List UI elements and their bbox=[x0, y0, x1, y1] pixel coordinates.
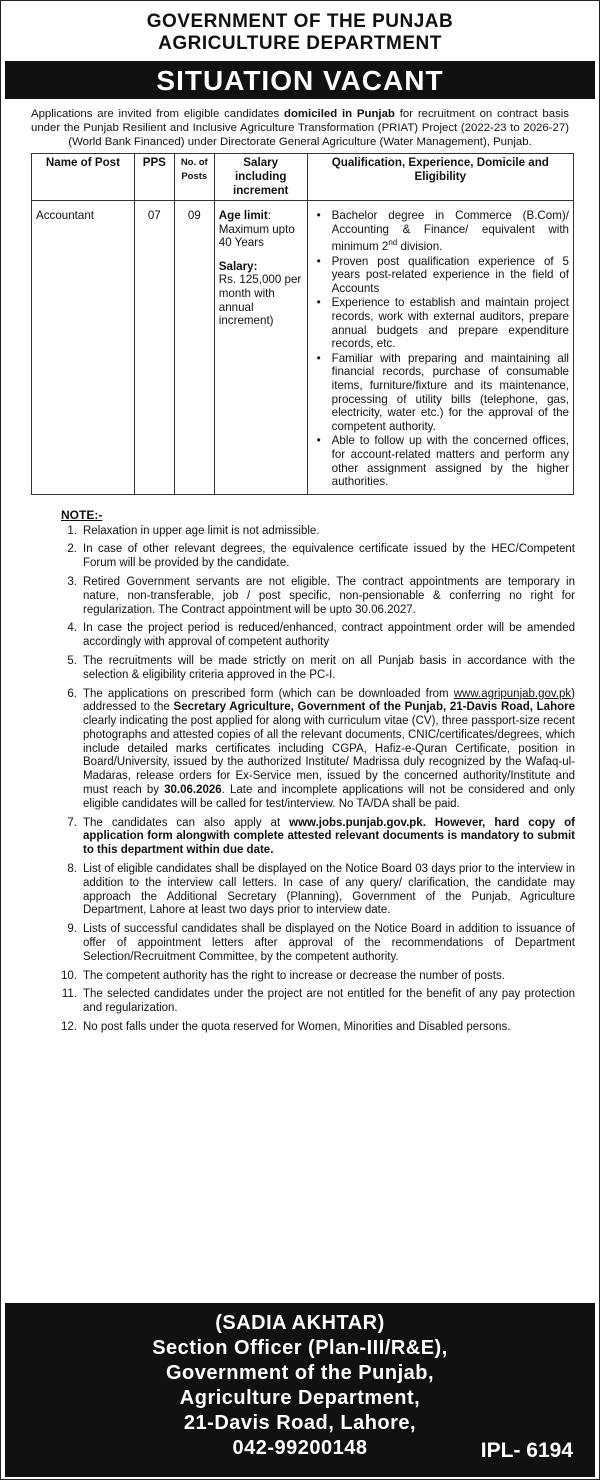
qualification-list bbox=[312, 209, 569, 489]
note-item: 10. The competent authority has the right to increase or decrease the number of posts. bbox=[61, 969, 505, 982]
notes-section bbox=[1, 495, 599, 1035]
ipl-number: IPL- 6194 bbox=[480, 1439, 573, 1462]
intro-domicile: domiciled in Punjab bbox=[284, 108, 395, 120]
salary-cell bbox=[214, 201, 307, 495]
post-name: Accountant bbox=[32, 201, 135, 495]
jobs-punjab-link[interactable]: www.jobs.punjab.gov.pk bbox=[289, 816, 423, 829]
table-header-row bbox=[32, 154, 574, 201]
intro-text-2: for recruitment on contract basis under the Punjab Resilient and Inclusive Agriculture Transformation (PRIAT) Project (2022-23 to 2026-27) (World Bank Financed) under Directorate General Agriculture (Water Management), Punjab. bbox=[31, 108, 569, 148]
note-item: 1. Relaxation in upper age limit is not admissible. bbox=[67, 524, 320, 537]
age-limit: Age limit: bbox=[218, 209, 271, 222]
list-item: • Proven post qualification experience of 5 years post-related experience in the field of Accounts bbox=[332, 255, 569, 296]
age-limit-value: Maximum upto 40 Years bbox=[218, 222, 295, 250]
officer-designation: Section Officer (Plan-III/R&E), bbox=[152, 1337, 448, 1359]
notes-title: NOTE:- bbox=[61, 507, 103, 522]
col-pps: PPS bbox=[134, 154, 174, 201]
list-item: • Bachelor degree in Commerce (B.Com)/ Accounting & Finance/ equivalent with minimum 2nd division. bbox=[332, 209, 569, 254]
officer-name: (SADIA AKHTAR) bbox=[215, 1312, 385, 1334]
note-item: 9. Lists of successful candidates shall be displayed on the Notice Board in addition to issuance of offer of appointment letters after approval of the recommendations of Department Selection/Recruitment Committee, by the competent authority. bbox=[67, 923, 575, 963]
posts-table bbox=[31, 153, 574, 495]
officer-address: 21-Davis Road, Lahore, bbox=[183, 1412, 417, 1434]
header bbox=[1, 1, 599, 55]
col-salary: Salary including increment bbox=[214, 154, 307, 201]
signature-footer bbox=[5, 1303, 595, 1477]
officer-phone: 042-99200148 bbox=[232, 1437, 368, 1459]
table-row bbox=[32, 201, 574, 495]
note-item: 5. The recruitments will be made strictly on merit on all Punjab basis in accordance with the selection & eligibility criteria approved in the PC-I. bbox=[67, 654, 575, 681]
header-government: GOVERNMENT OF THE PUNJAB bbox=[146, 11, 454, 32]
intro-text-1: Applications are invited from eligible candidates bbox=[31, 108, 285, 120]
age-limit-label: Age limit bbox=[218, 209, 268, 222]
header-department: AGRICULTURE DEPARTMENT bbox=[158, 33, 442, 54]
list-item: • Experience to establish and maintain project records, work with external auditors, prepare annual budgets and prepare expenditure records, etc. bbox=[332, 296, 569, 350]
situation-vacant-banner: SITUATION VACANT bbox=[5, 61, 595, 99]
post-pps: 07 bbox=[134, 201, 174, 495]
note-item: 7. The candidates can also apply at www.jobs.punjab.gov.pk. However, hard copy of application form alongwith complete attested relevant documents is mandatory to submit to this department within due date. bbox=[67, 816, 575, 857]
note-item: 11. The selected candidates under the project are not entitled for the benefit of any pay protection and regularization. bbox=[61, 988, 575, 1015]
list-item: • Able to follow up with the concerned offices, for account-related matters and perform any other assignment assigned by the higher authorities. bbox=[332, 434, 569, 488]
note-item: 12. No post falls under the quota reserved for Women, Minorities and Disabled persons. bbox=[61, 1021, 511, 1034]
intro-paragraph bbox=[1, 99, 599, 149]
list-item: • Familiar with preparing and maintaining all financial records, purchase of consumable items, furniture/fixture and its maintenance, processing of utility bills (telephone, gas, electricity, water etc.) for the approval of the competent authority. bbox=[332, 352, 569, 434]
signature-block bbox=[5, 1303, 595, 1461]
salary-value: Rs. 125,000 per month with annual increment) bbox=[218, 273, 302, 328]
col-qualification: Qualification, Experience, Domicile and Eligibility bbox=[307, 154, 573, 201]
post-count: 09 bbox=[174, 201, 214, 495]
note-item: 6. The applications on prescribed form (which can be downloaded from www.agripunjab.gov.pk) addressed to the Secretary Agriculture, Government of the Punjab, 21-Davis Road, Lahore clearly indicating the post applied for along with curriculum vitae (CV), three passport-size recent photographs and attested copies of all the relevant documents, CNIC/certificates/degrees, which include detailed marks certificates including CGPA, Hafiz-e-Quran Certificate, position in Board/University, issued by the authorized Institute/ Madrissa duly recognized by the Wafaq-ul-Madaras, release orders for Ex-Service men, issued by the concerned authority/Institute and must reach by 30.06.2026. Late and incomplete applications will not be considered and only eligible candidates will be called for test/interview. No TA/DA shall be paid. bbox=[67, 687, 575, 810]
col-no-of-posts: No. of Posts bbox=[174, 154, 214, 201]
col-name-of-post: Name of Post bbox=[32, 154, 135, 201]
qualification-cell bbox=[307, 201, 573, 495]
note-item: 4. In case the project period is reduced/enhanced, contract appointment order will be amended accordingly with approval of competent authority bbox=[67, 622, 575, 649]
note-item: 3. Retired Government servants are not eligible. The contract appointments are temporary in nature, non-transferable, job / post specific, non-pensionable & conferring no right for regularization. The Contract appointment will be upto 30.06.2027. bbox=[67, 575, 575, 616]
officer-org-1: Government of the Punjab, bbox=[165, 1362, 435, 1384]
agripunjab-link[interactable]: www.agripunjab.gov.pk bbox=[453, 687, 572, 700]
note-item: 8. List of eligible candidates shall be displayed on the Notice Board 03 days prior to the interview in addition to the interview call letters. In case of any query/ clarification, the candidate may approach the Additional Secretary (Planning), Government of the Punjab, Agriculture Department, Lahore at least two days prior to interview date. bbox=[67, 863, 575, 917]
salary-label: Salary: bbox=[218, 259, 258, 273]
note-item: 2. In case of other relevant degrees, the equivalence certificate issued by the HEC/Competent Forum will be provided by the candidate. bbox=[67, 543, 575, 570]
officer-org-2: Agriculture Department, bbox=[179, 1387, 421, 1409]
